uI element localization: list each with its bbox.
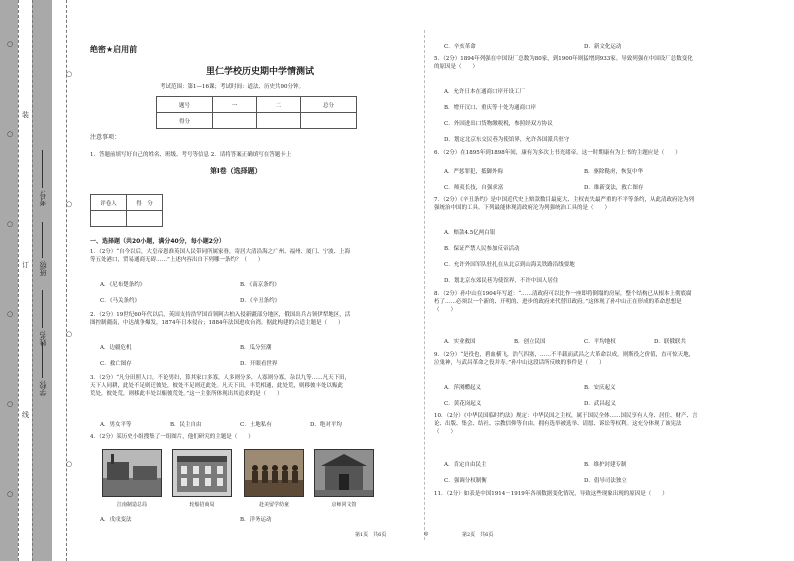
- option-d[interactable]: D．开眼看世界: [240, 361, 278, 367]
- option-b[interactable]: B．《南京条约》: [240, 282, 280, 288]
- exam-number-field-label: 考号:: [39, 190, 47, 207]
- option-b[interactable]: B．增开汉口、重庆等十处为通商口岸: [444, 105, 537, 111]
- hole-mark: ○: [7, 130, 14, 138]
- score-header-cell: 二: [257, 97, 301, 113]
- option-d[interactable]: D．维新变法，救亡图存: [584, 185, 644, 191]
- page-number-right: 第2页 共6页: [462, 532, 494, 538]
- page-number-left: 第1页 共6页: [355, 532, 387, 538]
- question-6: [434, 150, 776, 158]
- option-d[interactable]: D．绝对平均: [310, 422, 342, 428]
- option-c[interactable]: C．《马关条约》: [100, 298, 140, 304]
- score-table: [156, 96, 357, 129]
- question-line: 论、出版、集会、结社、宗教信仰等自由，拥有选举被选举、请愿、诉讼等权利。这充分体现了该宪法: [434, 420, 682, 427]
- question-line: 8．（2分）孙中山在1904年写道：“……清政府可以比作一座即将倒塌的房屋，整个结构已从根本上彻底腐: [434, 291, 692, 297]
- question-line: （ ）: [434, 306, 457, 313]
- question-line: 7．（2分）《辛丑条约》是中国近代史上赔款数目最庞大、主权丧失最严重的不平等条约，从此清政府沦为列: [434, 197, 695, 203]
- notice-item: 1．答题前填写好自己的姓名、班级、考号等信息 2．请将答案正确填写在答题卡上: [90, 152, 292, 158]
- option-a[interactable]: A．赔款4.5亿两白银: [444, 230, 496, 236]
- option-d[interactable]: D．倡导司法独立: [584, 478, 627, 484]
- question-line: 4．（2分）某历史小组搜集了一组图片，他们研究的主题是（ ）: [90, 434, 254, 440]
- line-label: 线: [22, 411, 29, 419]
- school-field-line[interactable]: [42, 342, 43, 378]
- option-d[interactable]: D．划定北京东交民巷为使馆界，允许各国派兵驻守: [444, 137, 570, 143]
- grader-cell[interactable]: [91, 211, 127, 227]
- question-8: [434, 291, 776, 315]
- question-line: 泣鬼神，与武昌革命之役并寿。”孙中山这段话所反映的事件是（ ）: [434, 359, 605, 366]
- question-line: 2．（2分）19世纪60年代以后，英国支持浩罕国首领阿古柏入侵新疆部分地区，俄国出兵占领伊犁地区，活: [90, 312, 351, 318]
- footer-mark: ◎: [424, 531, 429, 537]
- school-field-label: 学校:: [39, 380, 47, 397]
- question-line: 11．（2分）如表是中国1914－1919年各项数据变化情况，导致这些现象出现的原因是（ ）: [434, 491, 668, 497]
- option-a[interactable]: A．萍浏醴起义: [444, 385, 481, 391]
- question-line: 的原因是（ ）: [434, 63, 479, 70]
- question-line: 朽了……必须以一个新的、开明的、进步的政府来代替旧政府。”这体现了孙中山正在形成的革命思想是: [434, 298, 682, 305]
- option-b[interactable]: B．安庆起义: [584, 385, 616, 391]
- option-c[interactable]: C．允许外国军队驻扎在从北京到山海关铁路沿线要地: [444, 262, 575, 268]
- option-d[interactable]: D．划北京东郊民巷为使馆界，不许中国人居住: [444, 278, 559, 284]
- class-field-label: 班级:: [39, 260, 47, 277]
- cut-label: 装: [22, 111, 29, 119]
- option-a[interactable]: A．实业救国: [444, 339, 476, 345]
- question-1: [90, 249, 415, 265]
- score-header-cell: 题号: [157, 97, 213, 113]
- question-line: 6．（2分）在1895年到1898年间，康有为多次上书光绪帝。这一时期康有为上书的主题应是（ ）: [434, 150, 681, 156]
- option-d[interactable]: D．新文化运动: [584, 44, 622, 50]
- hole-mark: ○: [7, 400, 14, 408]
- grader-score-cell[interactable]: [127, 211, 163, 227]
- option-a[interactable]: A．《尼布楚条约》: [100, 282, 146, 288]
- class-field-line[interactable]: [42, 222, 43, 258]
- option-a[interactable]: A．戊戌变法: [100, 517, 132, 523]
- option-b[interactable]: B．民主自由: [170, 422, 202, 428]
- grader-label: 评卷人: [91, 195, 127, 211]
- section-heading: 一、选择题（共20小题，满分40分，每小题2分）: [90, 238, 225, 245]
- exam-scope: 考试范围：第1—16课；考试时间：道法、历史共90分钟。: [160, 84, 304, 90]
- question-line: 天下人同耕，此处不足则迁彼处，彼处不足则迁此处。凡天下田，丰荒相通，此处荒，则移彼丰处以赈此: [90, 382, 344, 389]
- question-9: [434, 352, 776, 368]
- outer-dashed-line: [18, 0, 19, 561]
- option-a[interactable]: A．边疆危机: [100, 345, 132, 351]
- option-c[interactable]: C．师夷长技，自强求富: [444, 185, 504, 191]
- binding-inner-band: [18, 0, 32, 561]
- option-a[interactable]: A．肯定自由民主: [444, 462, 487, 468]
- notice-heading: 注意事项：: [90, 134, 121, 141]
- question-line: （ ）: [434, 428, 457, 435]
- option-c[interactable]: C．土地私有: [240, 422, 272, 428]
- question-10: [434, 413, 776, 437]
- question-line: 5．（2分）1894年列强在中国设厂总数为80家，到1900年则猛增到933家。导致列强在中国设厂总数变化: [434, 56, 693, 62]
- question-line: 3．（2分）“凡分田照人口，不论男妇，算其家口多寡，人多则分多，人寡则分寡，杂以九等……凡天下田，: [90, 375, 351, 381]
- question-line: 图控制疆南，中达战争爆发，1874年日本侵台；1884年法国进攻台湾。据此构建的合适主题是（ ）: [90, 319, 344, 326]
- question-line: 强统治中国的工具。下列最能体现清政府沦为列强统治工具的是（ ）: [434, 204, 611, 211]
- hole-mark: ○: [7, 220, 14, 228]
- option-a[interactable]: A．允许日本在通商口岸开设工厂: [444, 89, 525, 95]
- grader-score-label: 得 分: [127, 195, 163, 211]
- option-b[interactable]: B．维护封建专制: [584, 462, 627, 468]
- volume-title: 第Ⅰ卷（选择题）: [210, 167, 262, 175]
- question-line: 10．（2分）《中华民国临时约法》规定：中华民国之主权，属于国民全体……国民享有人身、居住、财产、言: [434, 413, 698, 419]
- order-label: 订: [22, 261, 29, 269]
- photo-caption: 赴美留学幼童: [258, 502, 289, 508]
- option-b[interactable]: B．保证严禁人民参加反帝活动: [444, 246, 520, 252]
- exam-title: 里仁学校历史期中学情测试: [205, 67, 314, 77]
- option-c[interactable]: C．辛亥革命: [444, 44, 476, 50]
- exam-number-field-line[interactable]: [42, 150, 43, 188]
- question-4: [90, 434, 415, 442]
- photo-caption: 轮船招商局: [189, 502, 215, 508]
- photo-tongwen-guan: [314, 449, 374, 497]
- question-5: [434, 56, 776, 72]
- score-cell[interactable]: [257, 113, 301, 129]
- question-line: 9．（2分）“是役也，碧血横飞，浩气四塞，……不半载而武昌之大革命以成，则斯役之价值，直可惊天地，: [434, 352, 695, 358]
- option-b[interactable]: B．创立民国: [514, 339, 546, 345]
- photo-china-merchants: [172, 449, 232, 497]
- seal-dashed-line: [66, 0, 67, 561]
- question-2: [90, 312, 415, 328]
- question-line: 荒处，彼处荒，则移此丰处以赈彼荒处。”这一主张所体现出其追求的是（ ）: [90, 390, 283, 397]
- question-line: 等五处港口，贸易通商无碍……”上述内容出自下列哪一条约？（ ）: [90, 256, 264, 263]
- option-b[interactable]: B．洋务运动: [240, 517, 272, 523]
- name-field-label: 姓名:: [39, 330, 47, 347]
- option-d[interactable]: D．武昌起义: [584, 401, 616, 407]
- option-b[interactable]: B．瓜分狂潮: [240, 345, 272, 351]
- option-a[interactable]: A．男女平等: [100, 422, 132, 428]
- hole-mark: ○: [7, 310, 14, 318]
- seal-mark: ○: [66, 460, 73, 468]
- photo-caption: 江南制造总局: [116, 502, 147, 508]
- question-line: 1．（2分）“自今以后，大皇帝恩准英国人民带同所属家眷，寄居大清沿海之广州、福州、厦门、宁波、上海: [90, 249, 351, 255]
- seal-mark: ○: [66, 330, 73, 338]
- score-header-cell: 一: [213, 97, 257, 113]
- inner-dashed-line: [32, 0, 33, 561]
- photo-caption: 京师同文馆: [331, 502, 357, 508]
- option-a[interactable]: A．严惩罪犯，抵御外侮: [444, 169, 503, 175]
- score-cell[interactable]: [301, 113, 357, 129]
- score-row-label: 得分: [157, 113, 213, 129]
- option-c[interactable]: C．平均地权: [584, 339, 616, 345]
- option-b[interactable]: B．驱除鞑虏，恢复中华: [584, 169, 644, 175]
- secret-mark: 绝密★启用前: [90, 45, 138, 54]
- score-cell[interactable]: [213, 113, 257, 129]
- column-divider: [424, 30, 425, 540]
- option-d[interactable]: D．《辛丑条约》: [240, 298, 281, 304]
- hole-mark: ○: [7, 490, 14, 498]
- option-c[interactable]: C．黄花岗起义: [444, 401, 482, 407]
- score-header-cell: 总分: [301, 97, 357, 113]
- option-c[interactable]: C．救亡图存: [100, 361, 132, 367]
- hole-mark: ○: [7, 40, 14, 48]
- question-11: [434, 491, 776, 499]
- seal-mark: ○: [66, 70, 73, 78]
- question-3: [90, 375, 415, 399]
- seal-mark: ○: [66, 200, 73, 208]
- option-c[interactable]: C．强调分权制衡: [444, 478, 487, 484]
- name-field-line[interactable]: [42, 290, 43, 328]
- photo-students-to-usa: [244, 449, 304, 497]
- option-d[interactable]: D．联俄联共: [654, 339, 686, 345]
- question-7: [434, 197, 776, 213]
- option-c[interactable]: C．外国进出口货物缴税税，参照经双方协议: [444, 121, 553, 127]
- binding-strip: [0, 0, 73, 561]
- photo-jiangnan-arsenal: [102, 449, 162, 497]
- grader-table: [90, 194, 163, 227]
